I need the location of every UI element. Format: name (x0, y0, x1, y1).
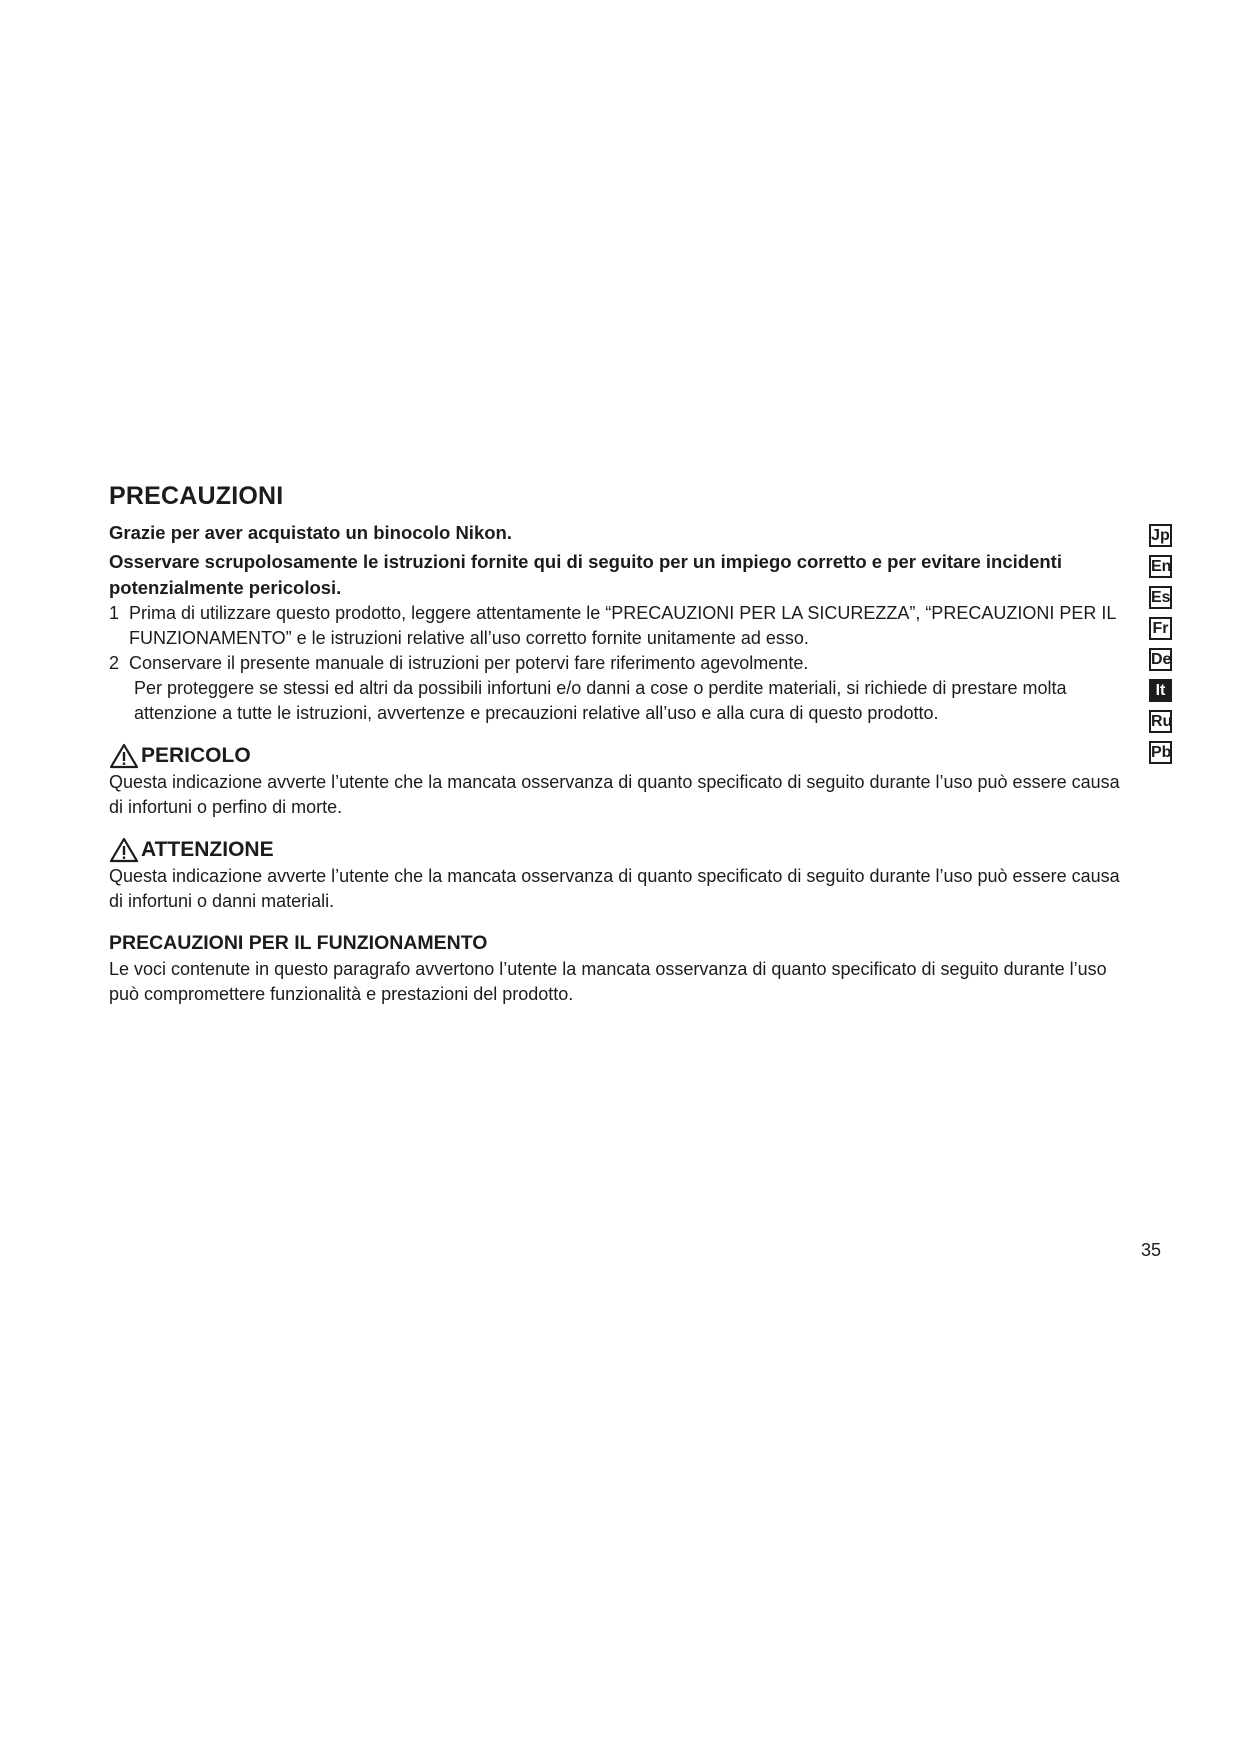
language-tab-es[interactable]: Es (1149, 586, 1172, 609)
pericolo-heading-text: PERICOLO (141, 744, 251, 767)
page-content (109, 480, 1129, 1007)
list-item-number: 1 (109, 603, 120, 623)
warning-triangle-icon (109, 743, 139, 769)
page-title: PRECAUZIONI (109, 482, 284, 510)
pericolo-heading (109, 742, 1129, 770)
page-number: 35 (1141, 1240, 1162, 1260)
list-item-text: Conservare il presente manuale di istruzioni per potervi fare riferimento agevolmente. (129, 653, 809, 673)
language-tab-jp[interactable]: Jp (1149, 524, 1172, 547)
list-item-text: Prima di utilizzare questo prodotto, leggere attentamente le “PRECAUZIONI PER LA SICUREZZA”, “PRECAUZIONI PER IL FUNZIONAMENTO” e le istruzioni relative all’uso corretto fornite unitamente ad esso. (129, 603, 1116, 648)
pericolo-text: Questa indicazione avverte l’utente che la mancata osservanza di quanto specificato di seguito durante l’uso può essere causa di infortuni o perfino di morte. (109, 772, 1120, 817)
instruction-list (109, 601, 1129, 726)
list-item (109, 601, 1129, 651)
language-tab-ru[interactable]: Ru (1149, 710, 1172, 733)
warning-triangle-icon (109, 837, 139, 863)
intro-thanks: Grazie per aver acquistato un binocolo Nikon. (109, 522, 512, 543)
funzionamento-heading: PRECAUZIONI PER IL FUNZIONAMENTO (109, 932, 488, 954)
language-tab-it[interactable]: It (1149, 679, 1172, 702)
attenzione-heading (109, 836, 1129, 864)
language-tabs (1149, 524, 1172, 772)
language-tab-de[interactable]: De (1149, 648, 1172, 671)
list-item (109, 651, 1129, 676)
intro-observe: Osservare scrupolosamente le istruzioni fornite qui di seguito per un impiego corretto e per evitare incidenti potenzialmente pericolosi. (109, 551, 1062, 598)
attenzione-heading-text: ATTENZIONE (141, 838, 274, 861)
language-tab-fr[interactable]: Fr (1149, 617, 1172, 640)
list-item-number: 2 (109, 653, 120, 673)
attenzione-text: Questa indicazione avverte l’utente che la mancata osservanza di quanto specificato di seguito durante l’uso può essere causa di infortuni o danni materiali. (109, 866, 1120, 911)
funzionamento-text: Le voci contenute in questo paragrafo avvertono l’utente la mancata osservanza di quanto specificato di seguito durante l’uso può compromettere funzionalità e prestazioni del prodotto. (109, 959, 1107, 1004)
language-tab-pb[interactable]: Pb (1149, 741, 1172, 764)
language-tab-en[interactable]: En (1149, 555, 1172, 578)
list-note: Per proteggere se stessi ed altri da possibili infortuni e/o danni a cose o perdite materiali, si richiede di prestare molta attenzione a tutte le istruzioni, avvertenze e precauzioni relative all’uso e alla cura di questo prodotto. (134, 678, 1067, 723)
